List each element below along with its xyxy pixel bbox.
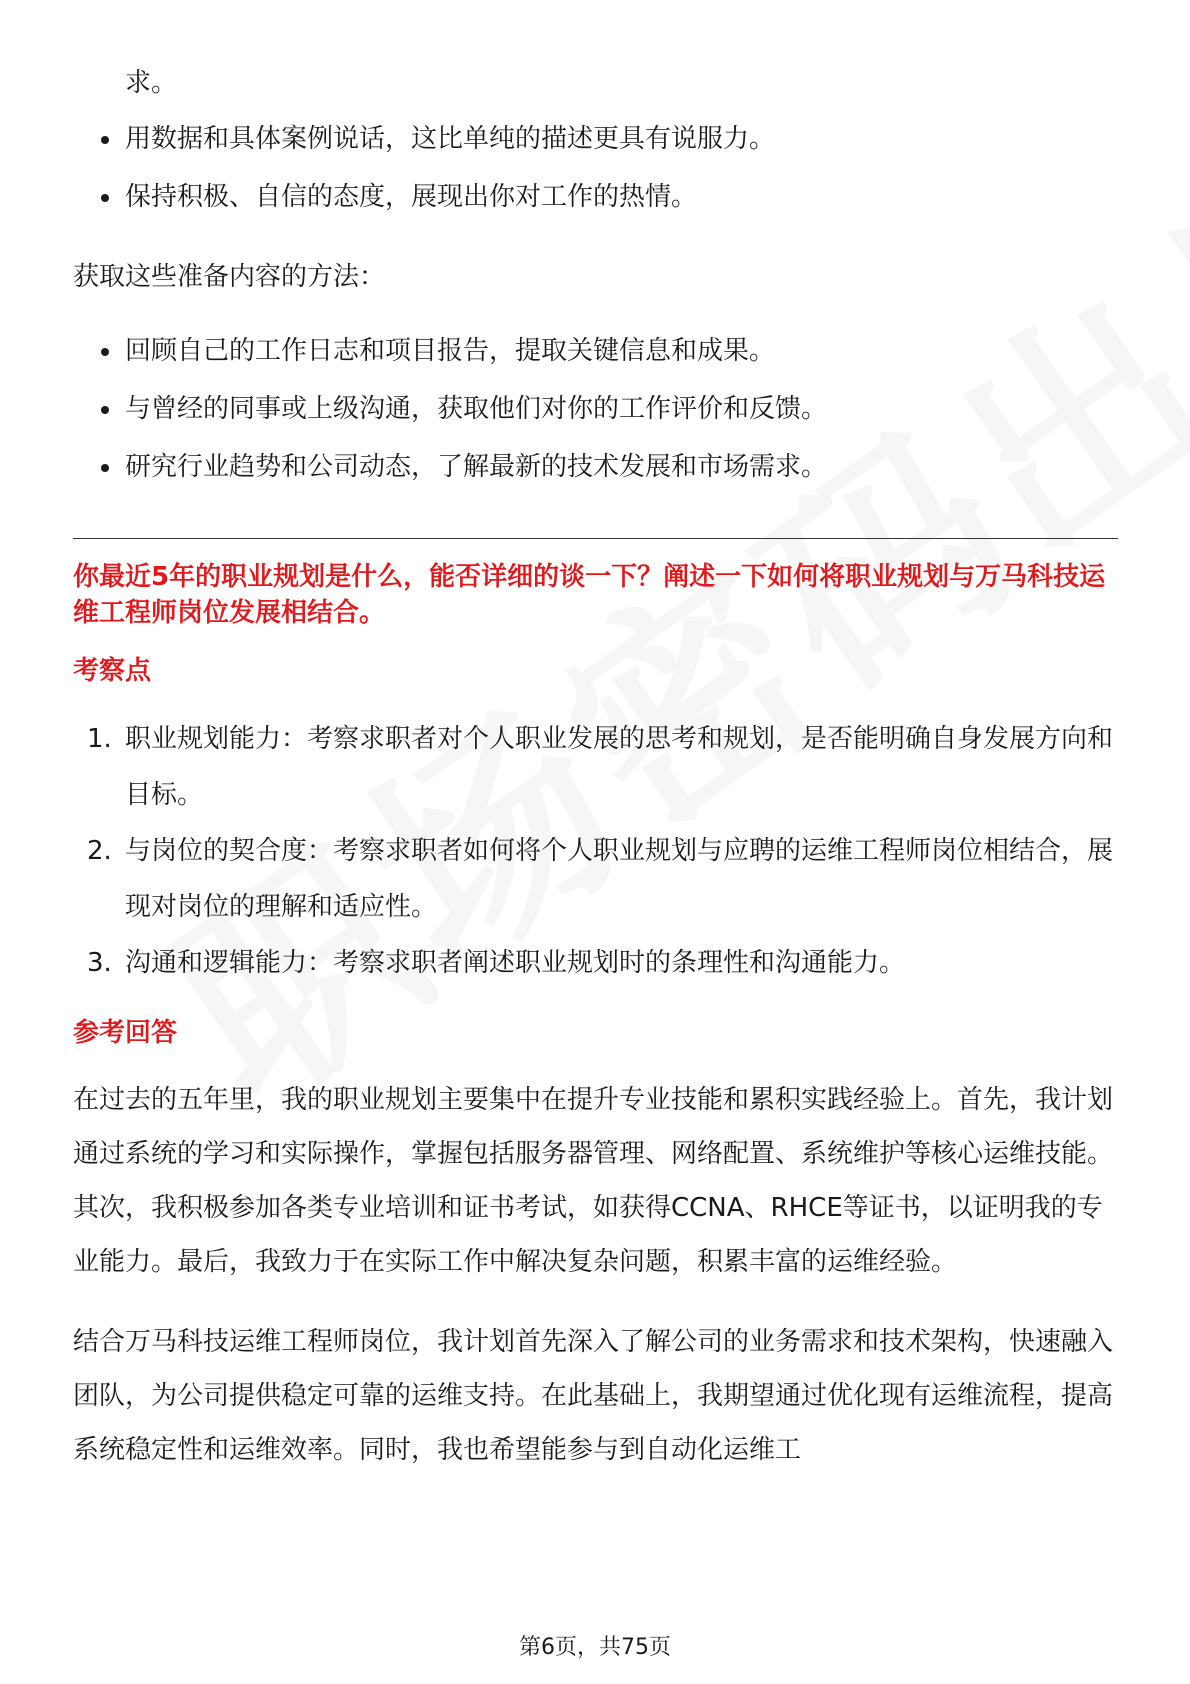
answer-body xyxy=(73,1073,1118,1477)
section-divider xyxy=(73,538,1118,539)
answer-paragraph: 结合万马科技运维工程师岗位，我计划首先深入了解公司的业务需求和技术架构，快速融入团队，为公司提供稳定可靠的运维支持。在此基础上，我期望通过优化现有运维流程，提高系统稳定性和运维效率。同时，我也希望能参与到自动化运维工 xyxy=(73,1327,1114,1465)
list-item xyxy=(73,711,1118,823)
page-number: 第6页，共75页 xyxy=(519,1635,671,1660)
list-number: 1. xyxy=(87,724,112,754)
points-title: 考察点 xyxy=(73,656,152,686)
answer-paragraph: 在过去的五年里，我的职业规划主要集中在提升专业技能和累积实践经验上。首先，我计划通过系统的学习和实际操作，掌握包括服务器管理、网络配置、系统维护等核心运维技能。其次，我积极参加各类专业培训和证书考试，如获得CCNA、RHCE等证书，以证明我的专业能力。最后，我致力于在实际工作中解决复杂问题，积累丰富的运维经验。 xyxy=(73,1085,1114,1277)
list-item xyxy=(73,118,1118,176)
list-number: 3. xyxy=(87,948,112,978)
question-heading: 你最近5年的职业规划是什么，能否详细的谈一下？阐述一下如何将职业规划与万马科技运维工程师岗位发展相结合。 xyxy=(73,562,1106,628)
methods-lead: 获取这些准备内容的方法： xyxy=(73,262,386,292)
bullet-icon xyxy=(101,348,109,356)
list-item-text: 职业规划能力：考察求职者对个人职业发展的思考和规划，是否能明确自身发展方向和目标。 xyxy=(125,724,1114,810)
tips-list xyxy=(73,118,1118,234)
page-content xyxy=(73,62,1118,1503)
list-item xyxy=(73,330,1118,388)
list-item xyxy=(73,388,1118,446)
list-item-text: 与曾经的同事或上级沟通，获取他们对你的工作评价和反馈。 xyxy=(125,394,828,424)
bullet-icon xyxy=(101,194,109,202)
list-item-text: 沟通和逻辑能力：考察求职者阐述职业规划时的条理性和沟通能力。 xyxy=(125,948,906,978)
bullet-icon xyxy=(101,464,109,472)
continuation-text: 求。 xyxy=(125,68,178,98)
list-item-text: 研究行业趋势和公司动态，了解最新的技术发展和市场需求。 xyxy=(125,452,828,482)
list-item-text: 保持积极、自信的态度，展现出你对工作的热情。 xyxy=(125,182,698,212)
list-item-text: 用数据和具体案例说话，这比单纯的描述更具有说服力。 xyxy=(125,124,776,154)
points-list xyxy=(73,711,1118,991)
list-item xyxy=(73,446,1118,504)
list-number: 2. xyxy=(87,836,112,866)
bullet-icon xyxy=(101,136,109,144)
list-item-text: 与岗位的契合度：考察求职者如何将个人职业规划与应聘的运维工程师岗位相结合，展现对岗位的理解和适应性。 xyxy=(125,836,1114,922)
bullet-icon xyxy=(101,406,109,414)
list-item xyxy=(73,935,1118,991)
list-item xyxy=(73,823,1118,935)
answer-title: 参考回答 xyxy=(73,1018,178,1048)
list-item xyxy=(73,176,1118,234)
list-item-text: 回顾自己的工作日志和项目报告，提取关键信息和成果。 xyxy=(125,336,776,366)
methods-list xyxy=(73,330,1118,504)
